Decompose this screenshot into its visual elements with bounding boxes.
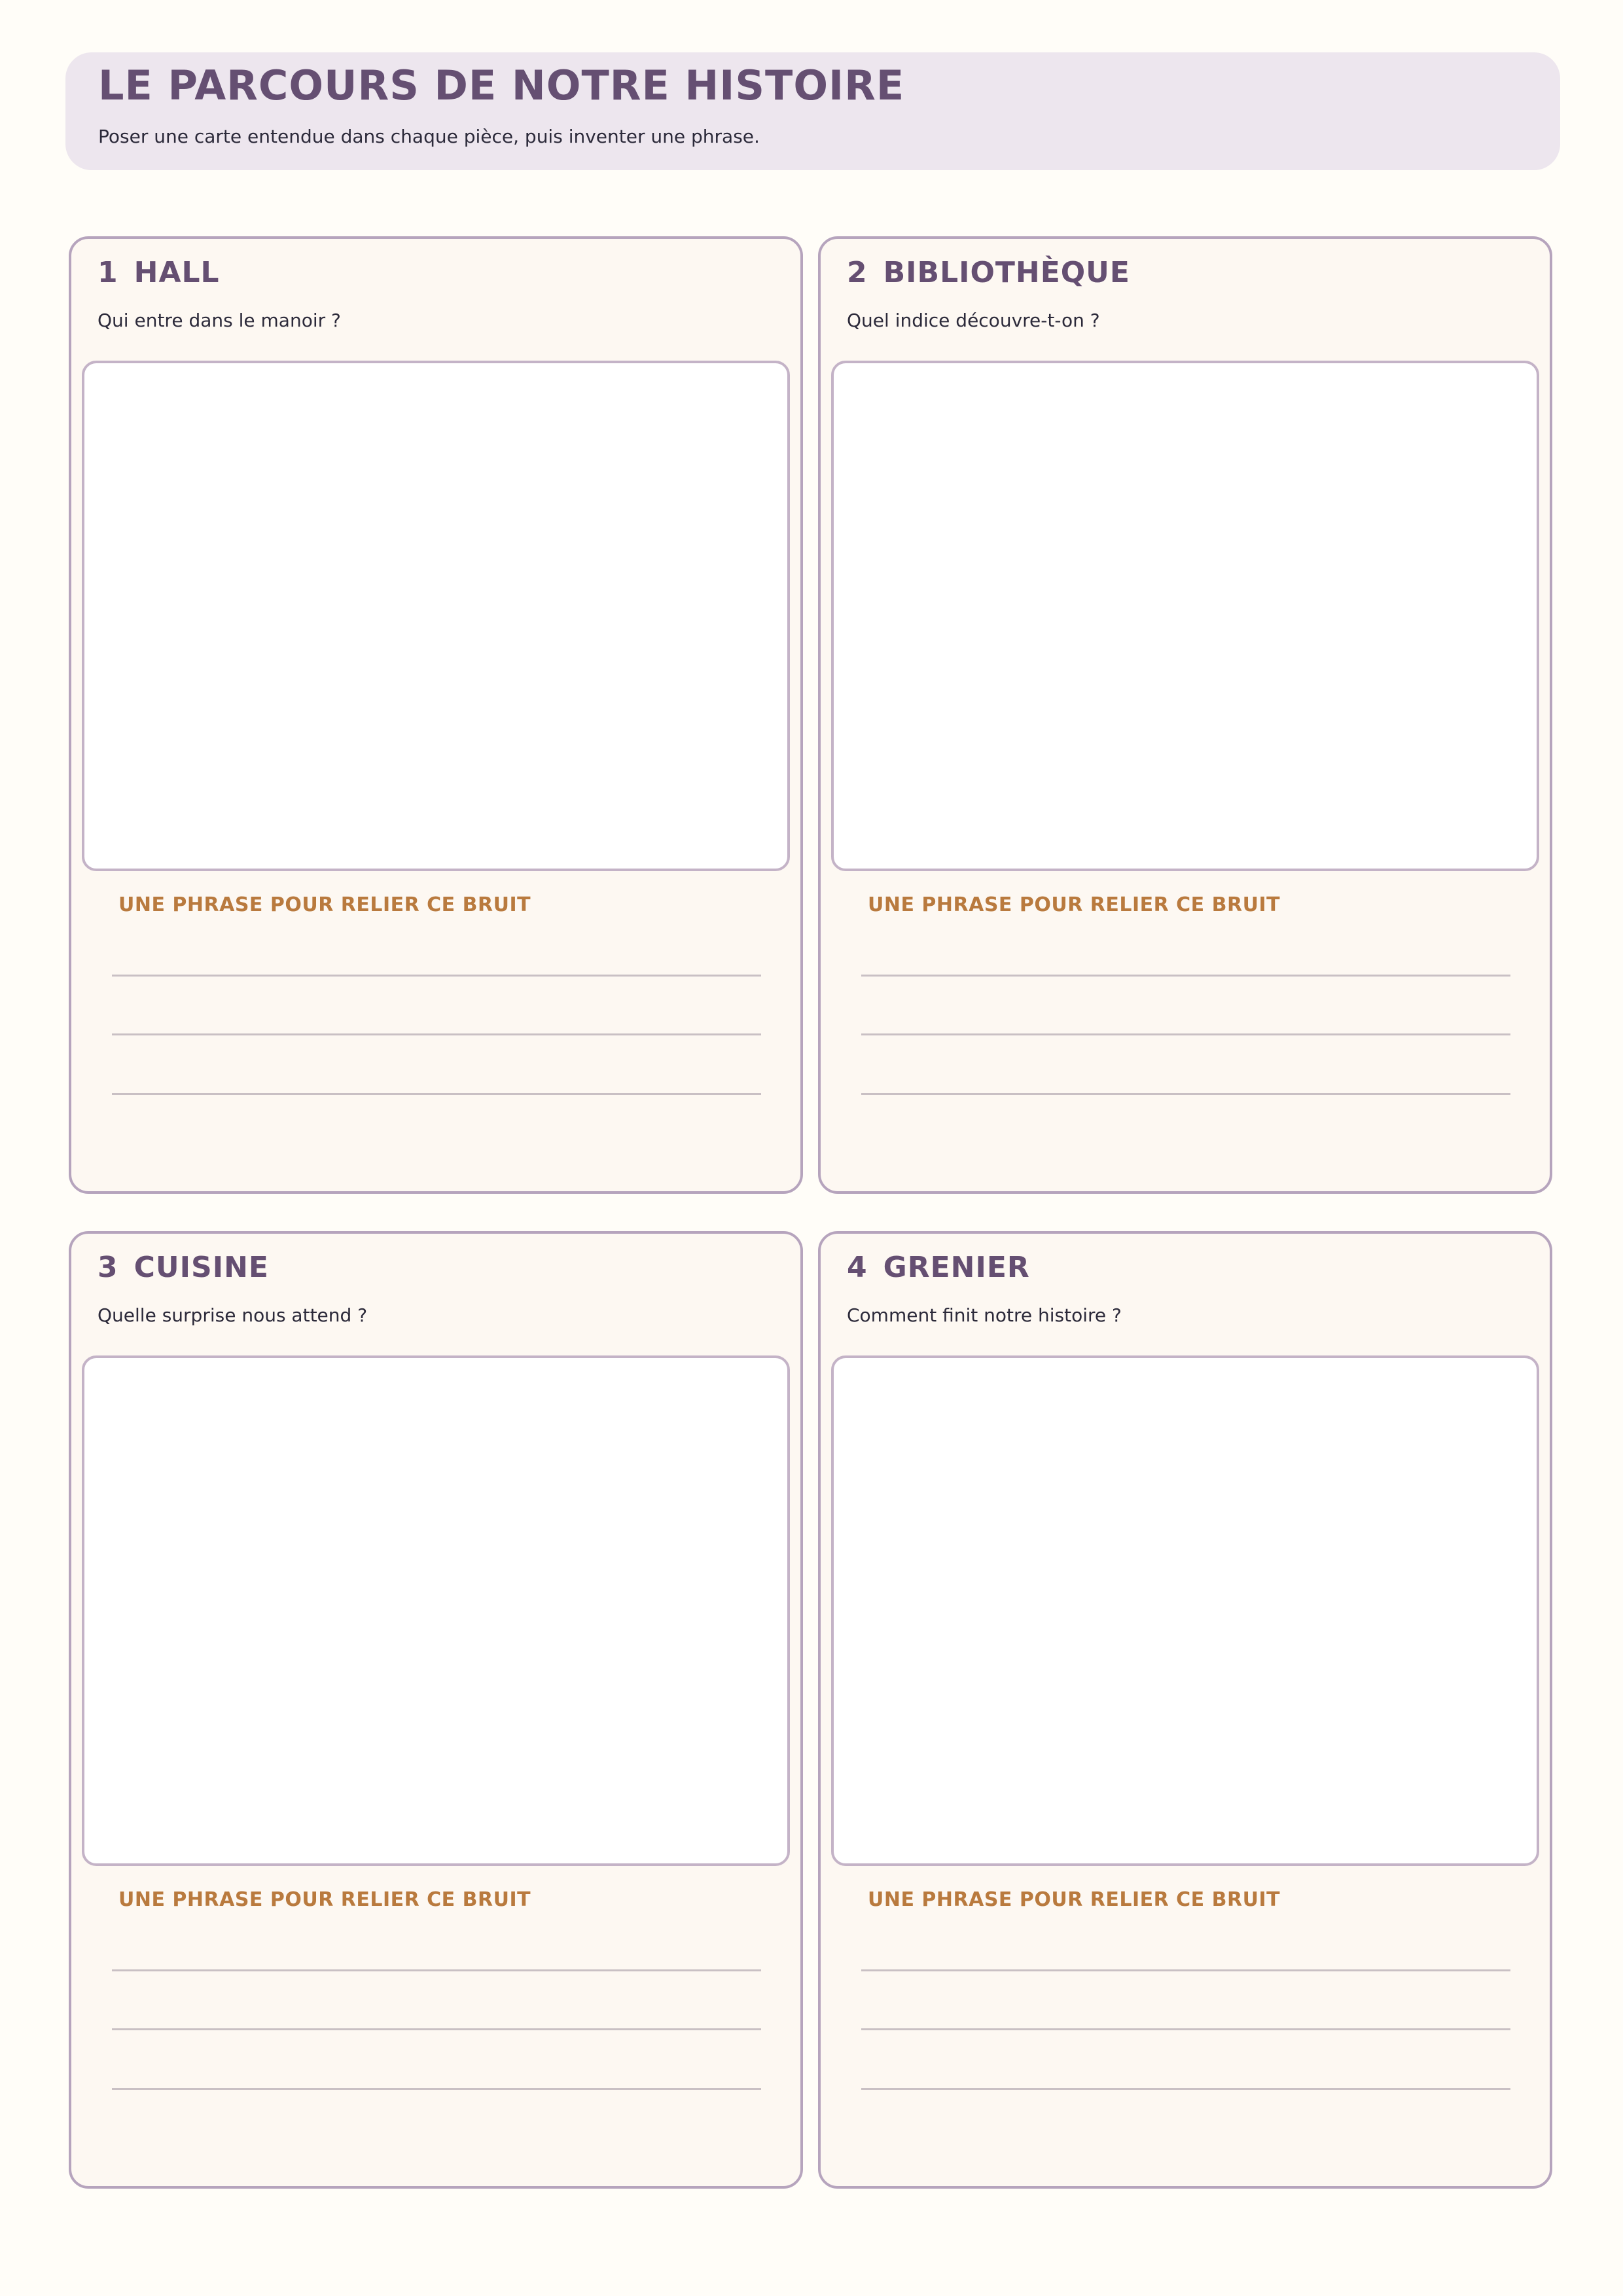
room-title	[847, 256, 1130, 289]
card-placement-area[interactable]	[82, 361, 790, 871]
room-number: 1	[98, 256, 118, 289]
writing-line[interactable]	[861, 2028, 1510, 2030]
room-title	[98, 256, 220, 289]
card-placement-area[interactable]	[831, 361, 1539, 871]
writing-line[interactable]	[112, 1969, 761, 1971]
room-number: 3	[98, 1251, 118, 1284]
room-question: Quel indice découvre-t-on ?	[847, 310, 1100, 331]
room-panel-cuisine	[69, 1231, 803, 2189]
page-title: LE PARCOURS DE NOTRE HISTOIRE	[98, 62, 905, 109]
card-placement-area[interactable]	[831, 1355, 1539, 1866]
writing-line[interactable]	[112, 2028, 761, 2030]
room-name: CUISINE	[134, 1251, 269, 1284]
writing-line[interactable]	[861, 1033, 1510, 1035]
room-number: 4	[847, 1251, 868, 1284]
room-question: Qui entre dans le manoir ?	[98, 310, 341, 331]
room-title	[847, 1251, 1030, 1284]
room-name: GRENIER	[883, 1251, 1030, 1284]
room-name: BIBLIOTHÈQUE	[883, 256, 1130, 289]
room-name: HALL	[134, 256, 220, 289]
writing-line[interactable]	[861, 1093, 1510, 1095]
room-panel-grenier	[818, 1231, 1552, 2189]
writing-line[interactable]	[112, 1093, 761, 1095]
page-instructions: Poser une carte entendue dans chaque pièce, puis inventer une phrase.	[98, 126, 760, 147]
room-question: Quelle surprise nous attend ?	[98, 1304, 368, 1326]
writing-line[interactable]	[112, 2088, 761, 2090]
phrase-label: UNE PHRASE POUR RELIER CE BRUIT	[118, 1888, 531, 1911]
writing-line[interactable]	[112, 975, 761, 977]
phrase-label: UNE PHRASE POUR RELIER CE BRUIT	[868, 1888, 1281, 1911]
room-title	[98, 1251, 269, 1284]
writing-line[interactable]	[861, 1969, 1510, 1971]
card-placement-area[interactable]	[82, 1355, 790, 1866]
writing-line[interactable]	[112, 1033, 761, 1035]
writing-line[interactable]	[861, 2088, 1510, 2090]
room-question: Comment finit notre histoire ?	[847, 1304, 1122, 1326]
page-header	[65, 52, 1560, 170]
room-panel-hall	[69, 236, 803, 1194]
writing-line[interactable]	[861, 975, 1510, 977]
phrase-label: UNE PHRASE POUR RELIER CE BRUIT	[868, 893, 1281, 916]
room-number: 2	[847, 256, 868, 289]
phrase-label: UNE PHRASE POUR RELIER CE BRUIT	[118, 893, 531, 916]
room-panel-bibliotheque	[818, 236, 1552, 1194]
